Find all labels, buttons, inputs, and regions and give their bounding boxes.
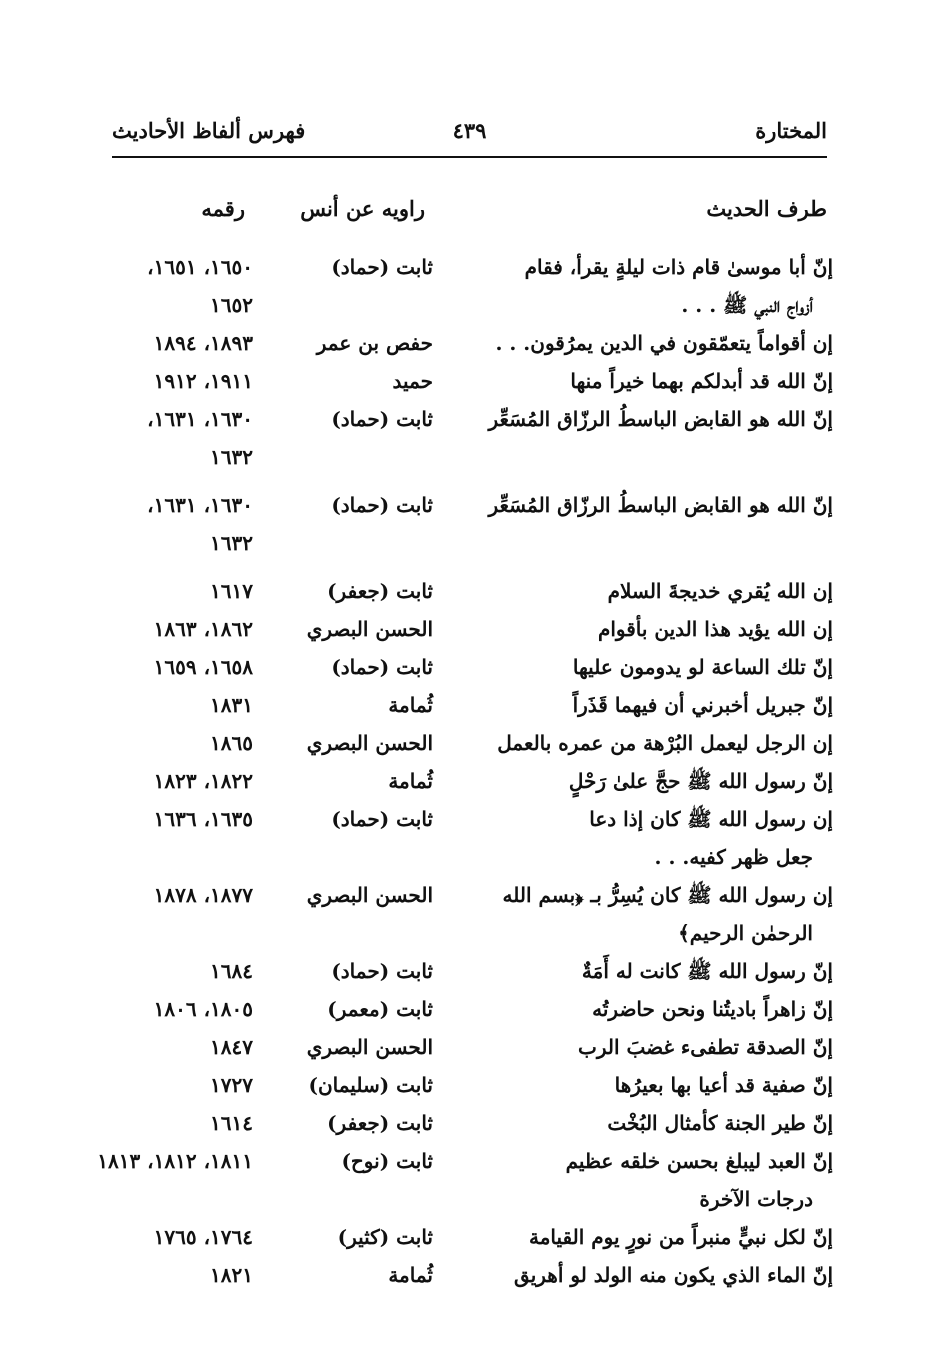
hadith-text: إنّ أبا موسىٰ قام ذات ليلةٍ يقرأ، فقام (524, 255, 833, 279)
hadith-text: أزواج النبي ﷺ . . . (681, 293, 813, 317)
narrator: ثُمامة (388, 769, 433, 793)
narrator: ثابت (سليمان) (308, 1073, 433, 1097)
hadith-number: ١٦٣٢ (210, 445, 253, 469)
hadith-number: ١٨٤٧ (210, 1035, 253, 1059)
narrator: ثابت (حماد) (331, 255, 433, 279)
hadith-text: إنّ لكل نبيٍّ منبراً من نورٍ يوم القيامة (528, 1225, 833, 1249)
index-row (0, 724, 945, 762)
hadith-number: ١٨٠٥، ١٨٠٦ (153, 997, 253, 1021)
index-row (0, 1142, 945, 1180)
hadith-number: ١٨٢٢، ١٨٢٣ (153, 769, 253, 793)
hadith-number: ١٩١١، ١٩١٢ (153, 369, 253, 393)
index-row (0, 1104, 945, 1142)
index-row-continuation (0, 914, 945, 952)
index-row (0, 1028, 945, 1066)
index-row (0, 1256, 945, 1294)
hadith-text: إن رسول الله ﷺ كان يُسِرُّ بـ ﴿بسم الله (502, 883, 833, 907)
narrator: ثابت (حماد) (331, 807, 433, 831)
narrator: ثابت (جعفر) (327, 579, 433, 603)
hadith-text: جعل ظهر كفيه. . . (654, 845, 813, 869)
entry-gap (0, 476, 945, 486)
index-row (0, 952, 945, 990)
narrator: ثابت (حماد) (331, 407, 433, 431)
hadith-number: ١٧٦٤، ١٧٦٥ (153, 1225, 253, 1249)
hadith-number: ١٨٦٥ (210, 731, 253, 755)
index-row (0, 610, 945, 648)
narrator: الحسن البصري (306, 1035, 433, 1059)
hadith-number: ١٦١٧ (210, 579, 253, 603)
hadith-number: ١٦٣٥، ١٦٣٦ (153, 807, 253, 831)
hadith-text: إنّ الله هو القابض الباسطُ الرزّاق المُسَعِّر (488, 493, 833, 517)
index-row-continuation (0, 286, 945, 324)
page-number: ٤٣٩ (452, 118, 487, 143)
hadith-number: ١٨٩٣، ١٨٩٤ (153, 331, 253, 355)
index-title: فهرس ألفاظ الأحاديث (112, 118, 306, 143)
header-rule (112, 156, 827, 158)
hadith-text: إنّ طير الجنة كأمثال البُخْت (607, 1111, 833, 1135)
index-row (0, 876, 945, 914)
narrator: ثابت (حماد) (331, 493, 433, 517)
column-header-hadith: طرف الحديث (706, 196, 827, 221)
column-header-narrator: راويه عن أنس (300, 196, 425, 221)
index-row-continuation (0, 438, 945, 476)
index-row (0, 800, 945, 838)
hadith-text: إنّ جبريل أخبرني أن فيهما قَذَراً (572, 693, 833, 717)
narrator: ثابت (كثير) (337, 1225, 433, 1249)
hadith-text: الرحمٰن الرحيم﴾ (678, 921, 813, 945)
narrator: ثُمامة (388, 1263, 433, 1287)
index-row-continuation (0, 838, 945, 876)
column-header-number: رقمه (201, 196, 245, 221)
hadith-number: ١٦٥٢ (210, 293, 253, 317)
hadith-text: إنّ زاهراً باديتُنا ونحن حاضرتُه (592, 997, 833, 1021)
hadith-number: ١٨١١، ١٨١٢، ١٨١٣ (97, 1149, 253, 1173)
index-row (0, 572, 945, 610)
hadith-text: إنّ الصدقة تطفىء غضبَ الرب (578, 1035, 833, 1059)
hadith-number: ١٦٣٠، ١٦٣١، (147, 407, 253, 431)
index-row-continuation (0, 524, 945, 562)
hadith-number: ١٨٣١ (210, 693, 253, 717)
hadith-number: ١٦٥٨، ١٦٥٩ (153, 655, 253, 679)
index-row (0, 248, 945, 286)
hadith-number: ١٨٦٢، ١٨٦٣ (153, 617, 253, 641)
narrator: ثابت (حماد) (331, 959, 433, 983)
hadith-number: ١٦٥٠، ١٦٥١، (147, 255, 253, 279)
narrator: ثابت (حماد) (331, 655, 433, 679)
column-headers (0, 196, 945, 236)
hadith-number: ١٦٣٠، ١٦٣١، (147, 493, 253, 517)
hadith-number: ١٦١٤ (210, 1111, 253, 1135)
hadith-text: درجات الآخرة (699, 1187, 813, 1211)
narrator: ثابت (معمر) (327, 997, 433, 1021)
hadith-number: ١٨٧٧، ١٨٧٨ (153, 883, 253, 907)
hadith-text: إن الرجل ليعمل البُرْهة من عمره بالعمل (497, 731, 833, 755)
entry-gap (0, 562, 945, 572)
narrator: ثابت (نوح) (341, 1149, 433, 1173)
index-row (0, 648, 945, 686)
hadith-text: إنّ الله قد أبدلكم بهما خيراً منها (570, 369, 833, 393)
hadith-text: إنّ رسول الله ﷺ كانت له أَمَةٌ (581, 959, 833, 983)
hadith-text: إن الله يؤيد هذا الدين بأقوام (597, 617, 833, 641)
index-row (0, 486, 945, 524)
narrator: حميد (392, 369, 433, 393)
hadith-number: ١٦٨٤ (210, 959, 253, 983)
index-row (0, 362, 945, 400)
index-row (0, 762, 945, 800)
narrator: الحسن البصري (306, 731, 433, 755)
narrator: ثُمامة (388, 693, 433, 717)
hadith-text: إنّ تلك الساعة لو يدومون عليها (572, 655, 833, 679)
book-title: المختارة (755, 118, 827, 143)
index-row (0, 400, 945, 438)
narrator: حفص بن عمر (316, 331, 433, 355)
hadith-text: إن رسول الله ﷺ كان إذا دعا (589, 807, 833, 831)
index-row-continuation (0, 1180, 945, 1218)
hadith-number: ١٨٢١ (210, 1263, 253, 1287)
hadith-text: إنّ الله هو القابض الباسطُ الرزّاق المُسَعِّر (488, 407, 833, 431)
index-row (0, 990, 945, 1028)
hadith-number: ١٦٣٢ (210, 531, 253, 555)
hadith-text: إنّ صفية قد أعيا بها بعيرُها (614, 1073, 833, 1097)
index-row (0, 686, 945, 724)
narrator: الحسن البصري (306, 883, 433, 907)
hadith-text: إن أقواماً يتعمّقون في الدين يمرُقون. . . (495, 331, 833, 355)
hadith-text: إنّ الماء الذي يكون منه الولد لو أهريق (514, 1263, 833, 1287)
hadith-number: ١٧٢٧ (210, 1073, 253, 1097)
hadith-text: إن الله يُقري خديجةَ السلام (607, 579, 833, 603)
index-row (0, 324, 945, 362)
hadith-text: إنّ رسول الله ﷺ حجَّ علىٰ رَحْلٍ (568, 769, 833, 793)
index-entries (0, 248, 945, 1294)
hadith-text: إنّ العبد ليبلغ بحسن خلقه عظيم (565, 1149, 833, 1173)
running-head (112, 118, 827, 156)
index-row (0, 1218, 945, 1256)
narrator: ثابت (جعفر) (327, 1111, 433, 1135)
index-row (0, 1066, 945, 1104)
narrator: الحسن البصري (306, 617, 433, 641)
